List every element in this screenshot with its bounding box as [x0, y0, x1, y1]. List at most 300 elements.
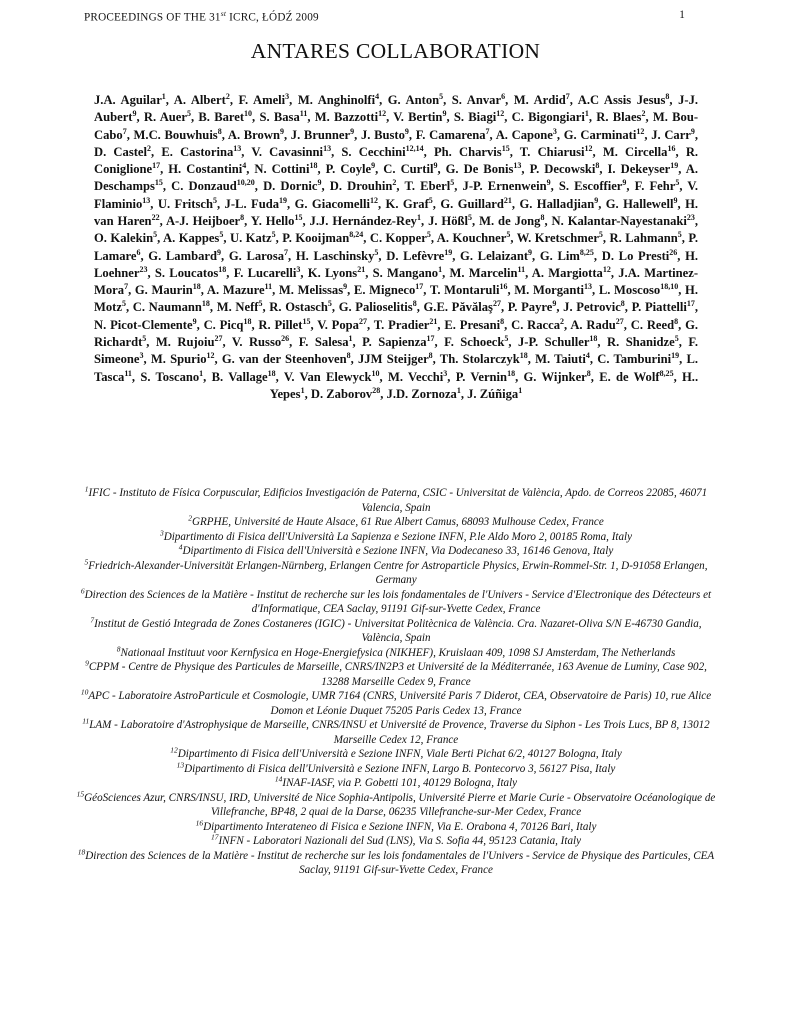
author — [269, 300, 332, 314]
author — [229, 249, 288, 263]
author-name: F. Ameli — [238, 93, 286, 107]
author — [519, 197, 598, 211]
author-name: S. Toscano — [140, 369, 200, 384]
author — [374, 318, 438, 332]
author-affiliation-ref: 9 — [343, 281, 348, 291]
author-name: D. Zaborov — [310, 386, 373, 401]
affiliation-text: INAF-IASF, via P. Gobetti 101, 40129 Bologna, Italy — [282, 777, 518, 789]
author-affiliation-ref: 5 — [598, 230, 603, 240]
author-name: Y. Hello — [250, 213, 295, 228]
author — [161, 145, 241, 159]
author-affiliation-ref: 18 — [507, 368, 516, 378]
author-name: J. Petrovic — [563, 300, 621, 315]
author-affiliation-ref: 1 — [584, 109, 589, 119]
author-name: R. Pillet — [258, 317, 303, 332]
author-affiliation-ref: 5 — [439, 91, 444, 101]
author-affiliation-ref: 9 — [552, 299, 557, 309]
author-name: J.A. Aguilar — [94, 93, 162, 107]
author-name: M. Anghinolfi — [297, 93, 376, 107]
running-header — [84, 9, 685, 25]
author — [535, 352, 590, 366]
author-affiliation-ref: 8,25 — [659, 368, 674, 378]
affiliation-number: 5 — [84, 556, 89, 566]
author-name: D. Drouhin — [329, 179, 393, 194]
author-name: M.C. Bouwhuis — [133, 127, 218, 142]
author-affiliation-ref: 27 — [358, 316, 367, 326]
author-name: G. Carminati — [563, 127, 637, 142]
author-affiliation-ref: 16 — [499, 281, 508, 291]
author-name: F. Simeone — [94, 334, 699, 367]
author-name: R. Ostasch — [269, 300, 328, 315]
author — [168, 162, 246, 176]
author — [94, 318, 197, 332]
author-affiliation-ref: 17 — [686, 299, 695, 309]
affiliation — [76, 660, 716, 689]
author-name: R. Auer — [143, 110, 187, 125]
author-name: G. Wijnker — [523, 369, 587, 384]
author — [254, 162, 317, 176]
affiliation-number: 8 — [116, 643, 121, 653]
author-affiliation-ref: 5 — [428, 195, 433, 205]
author-name: L. Moscoso — [598, 283, 661, 298]
affiliation — [76, 776, 716, 791]
author-name: G. Palioselitis — [338, 300, 413, 315]
author-affiliation-ref: 9 — [350, 126, 355, 136]
author — [308, 266, 365, 280]
author — [232, 335, 289, 349]
author-affiliation-ref: 5 — [374, 247, 379, 257]
author — [133, 300, 210, 314]
affiliation-text: Institut de Gestió Integrada de Zones Costaneres (IGIC) - Universitat Politècnica de València. Cra. Nazaret-Oliva S/N E-46730 Gandia, València, Spain — [94, 617, 702, 644]
author-affiliation-ref: 28 — [372, 385, 381, 395]
author — [524, 370, 591, 384]
author-name: V. Russo — [231, 334, 282, 349]
affiliation — [76, 614, 716, 646]
author-name: M. Neff — [216, 300, 259, 315]
author-name: E. Presani — [444, 317, 501, 332]
author-affiliation-ref: 8,25 — [579, 247, 594, 257]
author-affiliation-ref: 19 — [444, 247, 453, 257]
author-name: J-J. Aubert — [94, 93, 699, 125]
author-affiliation-ref: 8 — [540, 212, 545, 222]
author — [610, 231, 682, 245]
author — [296, 249, 379, 263]
author-affiliation-ref: 2 — [641, 109, 646, 119]
author-affiliation-ref: 27 — [214, 333, 223, 343]
author-name: H. Laschinsky — [295, 248, 375, 263]
author — [496, 128, 557, 142]
author — [578, 93, 670, 107]
affiliation-number: 15 — [76, 788, 85, 798]
author — [511, 318, 564, 332]
affiliation-number: 1 — [84, 484, 89, 494]
author-affiliation-ref: 3 — [139, 351, 144, 361]
author-affiliation-ref: 8,24 — [349, 230, 364, 240]
author-name: V. Bertin — [393, 110, 443, 125]
author — [144, 110, 191, 124]
affiliation-text: Nationaal Instituut voor Kernfysica en Hoge-Energiefysica (NIKHEF), Kruislaan 409, 1098 SJ Amsterdam, The Netherlands — [120, 646, 676, 659]
author-name: K. Lyons — [307, 265, 358, 280]
author — [310, 214, 421, 228]
author — [552, 214, 695, 228]
author-name: E. Castorina — [161, 144, 234, 159]
author — [512, 110, 589, 124]
affiliation-list — [76, 486, 716, 878]
author — [383, 162, 437, 176]
author-affiliation-ref: 1 — [438, 264, 443, 274]
author — [166, 214, 244, 228]
author — [514, 283, 592, 297]
author-name: C. Bigongiari — [511, 110, 585, 125]
affiliation-number: 4 — [178, 542, 183, 552]
author-affiliation-ref: 19 — [670, 160, 679, 170]
author — [295, 197, 378, 211]
author-affiliation-ref: 9 — [433, 160, 438, 170]
author — [251, 145, 331, 159]
author-name: O. Kalekin — [94, 231, 154, 246]
author-affiliation-ref: 5 — [675, 178, 680, 188]
affiliation-text: Friedrich-Alexander-Universität Erlangen-Nürnberg, Erlangen Centre for Astroparticle Physics, Erwin-Rommel-Str. 1, D-91058 Erlangen, Germany — [88, 559, 708, 586]
author-affiliation-ref: 15 — [302, 316, 311, 326]
author-affiliation-ref: 5 — [504, 333, 509, 343]
author-name: J. Zúñiga — [467, 386, 519, 401]
author-name: D. Dornic — [263, 179, 318, 194]
author-affiliation-ref: 11 — [264, 281, 273, 291]
author-affiliation-ref: 18 — [201, 299, 210, 309]
author — [135, 283, 201, 297]
author-affiliation-ref: 16 — [667, 143, 676, 153]
author-name: G. Giacomelli — [294, 196, 370, 211]
author-affiliation-ref: 8 — [674, 316, 679, 326]
author-affiliation-ref: 9 — [404, 126, 409, 136]
author-name: J.A. Martinez-Mora — [94, 265, 699, 298]
affiliation — [76, 527, 716, 545]
author-name: A. Margiotta — [531, 265, 603, 280]
author-affiliation-ref: 1 — [456, 385, 461, 395]
author-affiliation-ref: 8 — [665, 91, 670, 101]
author-affiliation-ref: 12,14 — [405, 143, 424, 153]
author-name: T. Montaruli — [429, 283, 500, 298]
author-affiliation-ref: 23 — [686, 212, 695, 222]
affiliation-text: Dipartimento Interateneo di Fisica e Sezione INFN, Via E. Orabona 4, 70126 Bari, Italy — [203, 820, 597, 833]
author-affiliation-ref: 18 — [589, 333, 598, 343]
author-name: B. Baret — [198, 110, 245, 125]
affiliation — [76, 515, 716, 530]
affiliation-text: LAM - Laboratoire d'Astrophysique de Marseille, CNRS/INSU et Université de Provence, Traverse du Siphon - Les Trois Lucs, BP 8, 13012 Marseille Cedex 12, France — [89, 719, 710, 746]
author — [635, 179, 680, 193]
author-name: A. Radu — [570, 317, 616, 332]
author-affiliation-ref: 4 — [585, 351, 590, 361]
author — [238, 93, 289, 107]
author-name: P. Coyle — [325, 162, 372, 177]
author-name: N. Cottini — [254, 162, 310, 177]
author-name: F. Camarena — [415, 127, 486, 142]
author-name: D. Lefèvre — [386, 248, 445, 263]
author-affiliation-ref: 9 — [442, 109, 447, 119]
author-name: G. Richardt — [94, 317, 699, 349]
affiliation-number: 7 — [90, 614, 95, 624]
author-affiliation-ref: 9 — [594, 195, 599, 205]
author-affiliation-ref: 7 — [122, 126, 127, 136]
author-name: A. Kappes — [163, 231, 220, 246]
author-affiliation-ref: 26 — [281, 333, 290, 343]
author-name: H.. Yepes — [269, 369, 699, 401]
author-name: S. Escoffier — [558, 179, 623, 194]
author-name: G. Halladjian — [519, 196, 595, 211]
author — [393, 110, 446, 124]
affiliation-number: 2 — [188, 513, 192, 523]
author-affiliation-ref: 9 — [371, 160, 376, 170]
author-affiliation-ref: 9 — [528, 247, 533, 257]
author-affiliation-ref: 8 — [595, 160, 600, 170]
author-name: M. de Jong — [479, 213, 541, 228]
author-affiliation-ref: 5 — [450, 178, 455, 188]
author-affiliation-ref: 9 — [279, 126, 284, 136]
affiliation — [76, 718, 716, 747]
author-affiliation-ref: 1 — [300, 385, 305, 395]
affiliation-text: Dipartimento di Fisica dell'Università e Sezione INFN, Via Dodecaneso 33, 16146 Genova, Italy — [182, 545, 614, 557]
author — [463, 179, 551, 193]
author — [298, 93, 379, 107]
author — [140, 370, 203, 384]
author-name: A. Deschamps — [94, 162, 698, 194]
author-affiliation-ref: 13 — [142, 195, 151, 205]
author — [467, 387, 522, 401]
author — [370, 231, 431, 245]
author-name: A.C Assis Jesus — [577, 93, 666, 107]
author-name: C. Reed — [630, 317, 675, 332]
author-affiliation-ref: 1 — [161, 91, 166, 101]
author-name: S. Loucatos — [154, 265, 219, 280]
author — [386, 249, 452, 263]
author-name: E. Migneco — [353, 283, 416, 298]
journal-name-suffix: ICRC, ŁÓDŹ 2009 — [229, 11, 319, 24]
author-affiliation-ref: 11 — [517, 264, 526, 274]
author-affiliation-ref: 8 — [346, 351, 351, 361]
author-name: S. Anvar — [451, 93, 502, 107]
author-name: M. Vecchi — [387, 369, 444, 384]
ordinal-suffix: st — [220, 9, 227, 18]
author — [518, 335, 597, 349]
author — [341, 145, 423, 159]
author-affiliation-ref: 8 — [240, 212, 245, 222]
author-affiliation-ref: 15 — [154, 178, 163, 188]
author-affiliation-ref: 4 — [375, 91, 380, 101]
author — [570, 318, 623, 332]
author-affiliation-ref: 13 — [513, 160, 522, 170]
author-name: S. Biagi — [453, 110, 497, 125]
author-affiliation-ref: 5 — [327, 299, 332, 309]
author — [563, 300, 625, 314]
author-name: U. Katz — [229, 231, 272, 246]
author-affiliation-ref: 8 — [586, 368, 591, 378]
author-affiliation-ref: 8 — [428, 351, 433, 361]
author — [387, 387, 461, 401]
author — [386, 197, 433, 211]
author — [222, 352, 351, 366]
author-name: V. Popa — [317, 317, 359, 332]
author-affiliation-ref: 13 — [323, 143, 332, 153]
author — [230, 231, 276, 245]
affiliation-number: 3 — [159, 527, 164, 537]
author — [212, 370, 276, 384]
author-affiliation-ref: 18 — [192, 281, 201, 291]
author-affiliation-ref: 27 — [615, 316, 624, 326]
author-name: F. Salesa — [298, 334, 349, 349]
author-affiliation-ref: 22 — [151, 212, 160, 222]
author-name: M. Morganti — [514, 283, 585, 298]
author-name: Ph. Charvis — [433, 144, 502, 159]
author — [174, 93, 230, 107]
affiliation — [76, 747, 716, 762]
author-affiliation-ref: 18 — [243, 316, 252, 326]
author-affiliation-ref: 11 — [299, 109, 308, 119]
author-name: S. Mangano — [372, 265, 439, 280]
affiliation-text: GéoSciences Azur, CNRS/INSU, IRD, Université de Nice Sophia-Antipolis, Université Pierre et Marie Curie - Observatoire Océanologique de Villefranche, BP48, 2 quai de la Darse, 06235 Villefranche-sur-Mer Cedex, France — [84, 791, 716, 818]
author-name: P. Vernin — [455, 369, 508, 384]
author-name: S. Basa — [259, 110, 300, 125]
affiliation-text: IFIC - Instituto de Física Corpuscular, Edificios Investigación de Paterna, CSIC - Universitat de València, Apdo. de Correos 22085, 46071 Valencia, Spain — [88, 487, 708, 514]
affiliation — [76, 643, 716, 661]
author-name: J.D. Zornoza — [386, 386, 457, 401]
author-name: J. Brunner — [290, 127, 351, 142]
author-name: M. Rujoiu — [155, 334, 215, 349]
author-affiliation-ref: 18,10 — [660, 281, 679, 291]
author-affiliation-ref: 5 — [674, 333, 679, 343]
author — [94, 231, 157, 245]
affiliation-number: 10 — [80, 687, 89, 697]
author-name: K. Graf — [385, 196, 429, 211]
author — [440, 197, 512, 211]
author-affiliation-ref: 8 — [412, 299, 417, 309]
author — [508, 300, 557, 314]
author-affiliation-ref: 17 — [426, 333, 435, 343]
author-name: F. Schoeck — [444, 334, 505, 349]
author — [155, 266, 226, 280]
author — [284, 370, 380, 384]
author-name: H. Motz — [94, 283, 698, 315]
author — [454, 110, 504, 124]
author-affiliation-ref: 2 — [225, 91, 230, 101]
author — [430, 283, 508, 297]
author-affiliation-ref: 9 — [546, 178, 551, 188]
author-affiliation-ref: 2 — [560, 316, 565, 326]
author-name: H. van Haren — [94, 196, 699, 228]
author — [279, 283, 347, 297]
affiliation — [76, 759, 716, 777]
affiliation-number: 17 — [210, 832, 219, 842]
author — [151, 352, 215, 366]
author — [354, 283, 423, 297]
author-affiliation-ref: 9 — [690, 126, 695, 136]
author-affiliation-ref: 12 — [378, 109, 387, 119]
author — [156, 335, 223, 349]
author-affiliation-ref: 5 — [186, 109, 191, 119]
author — [596, 110, 645, 124]
author — [198, 110, 252, 124]
author — [94, 93, 166, 107]
author — [263, 179, 321, 193]
author — [452, 93, 505, 107]
author-name: J.J. Hernández-Rey — [309, 213, 417, 228]
affiliation-number: 9 — [85, 658, 89, 668]
author-name: G. Maurin — [134, 283, 193, 298]
author-affiliation-ref: 10 — [244, 109, 253, 119]
affiliation-number: 11 — [82, 716, 90, 726]
author-name: A. Capone — [495, 127, 553, 142]
author — [171, 179, 255, 193]
author-affiliation-ref: 9 — [217, 247, 221, 257]
author-affiliation-ref: 3 — [443, 368, 448, 378]
author — [94, 145, 151, 159]
author-name: C. Naumann — [132, 300, 202, 315]
author-name: C. Curtil — [383, 162, 434, 177]
author-name: A-J. Heijboer — [165, 213, 241, 228]
author-affiliation-ref: 11 — [124, 368, 132, 378]
affiliation-number: 12 — [170, 745, 178, 755]
author — [339, 300, 417, 314]
author-affiliation-ref: 7 — [284, 247, 289, 257]
author-affiliation-ref: 8 — [500, 316, 505, 326]
author — [597, 352, 679, 366]
author-name: C. Tamburini — [597, 352, 672, 367]
author — [148, 249, 221, 263]
author-affiliation-ref: 12 — [602, 264, 611, 274]
author-name: V. Cavasinni — [251, 144, 324, 159]
author — [514, 93, 570, 107]
author — [520, 145, 593, 159]
author — [446, 162, 522, 176]
author-affiliation-ref: 5 — [677, 230, 682, 240]
author-name: G. Anton — [387, 93, 440, 107]
author-name: D. Lo Presti — [601, 248, 670, 263]
author-affiliation-ref: 8 — [217, 126, 222, 136]
author-name: N. Kalantar-Nayestanaki — [551, 213, 687, 228]
author — [373, 266, 443, 280]
author-name: J-P. Schuller — [518, 334, 590, 349]
author-name: C. Kopper — [369, 231, 427, 246]
author-affiliation-ref: 8 — [620, 299, 625, 309]
author-name: J. Hößl — [428, 213, 469, 228]
author — [603, 145, 676, 159]
author-name: G. De Bonis — [445, 162, 514, 177]
author — [158, 197, 217, 211]
author — [428, 214, 472, 228]
author-name: T. Pradier — [373, 317, 430, 332]
author-affiliation-ref: 21 — [503, 195, 512, 205]
author — [602, 249, 678, 263]
author — [532, 266, 611, 280]
author — [259, 110, 307, 124]
author-affiliation-ref: 27 — [492, 299, 501, 309]
author-name: C. Racca — [511, 317, 561, 332]
author-affiliation-ref: 9 — [622, 178, 627, 188]
affiliation — [76, 486, 716, 515]
author-affiliation-ref: 5 — [258, 299, 263, 309]
author-name: P. Payre — [507, 300, 553, 315]
author-name: N. Picot-Clemente — [94, 317, 193, 332]
author-affiliation-ref: 15 — [294, 212, 303, 222]
author-name: G. Guillard — [440, 196, 504, 211]
author — [315, 110, 386, 124]
author-name: D. Castel — [94, 144, 147, 159]
author-affiliation-ref: 12 — [496, 109, 505, 119]
affiliation — [76, 834, 716, 849]
author-name: P. Lamare — [94, 231, 699, 263]
author-name: G. Hallewell — [605, 196, 674, 211]
author-name: L. Tasca — [94, 352, 699, 384]
author-name: P. Kooijman — [282, 231, 350, 246]
